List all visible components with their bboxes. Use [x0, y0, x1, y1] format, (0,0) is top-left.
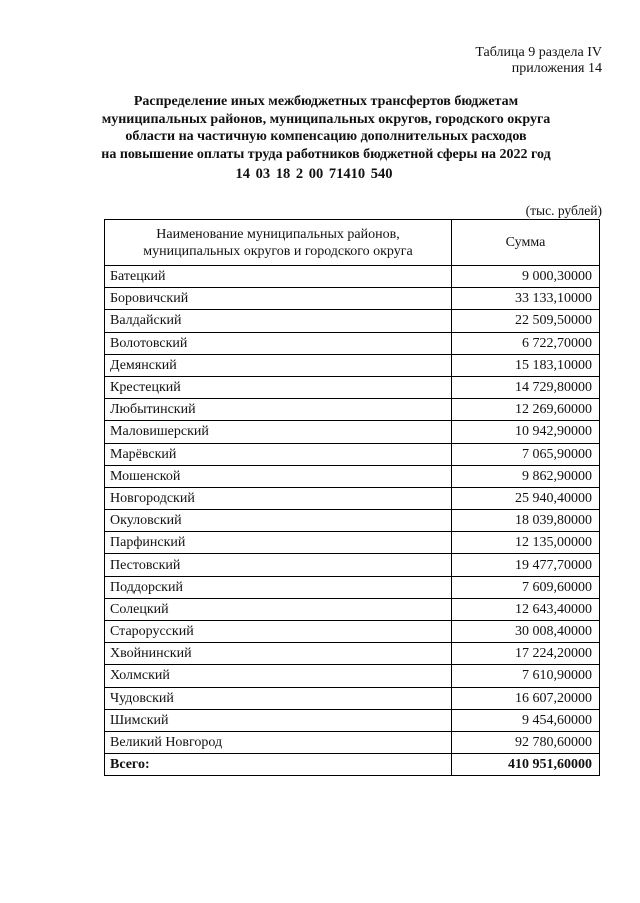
- table-row: [105, 266, 600, 288]
- district-amount: 12 643,40000: [452, 598, 600, 620]
- district-name: Боровичский: [105, 288, 452, 310]
- transfers-table: [104, 219, 600, 776]
- district-name: Марёвский: [105, 443, 452, 465]
- table-row: [105, 621, 600, 643]
- table-row: [105, 598, 600, 620]
- title-line-1: Распределение иных межбюджетных трансфертов бюджетам: [133, 94, 519, 109]
- district-amount: 10 942,90000: [452, 421, 600, 443]
- header-sum-cell: Сумма: [452, 220, 600, 266]
- budget-classification-code: 14 03 18 2 00 71410 540: [235, 166, 393, 182]
- district-name: Демянский: [105, 354, 452, 376]
- district-amount: 6 722,70000: [452, 332, 600, 354]
- total-row: [105, 754, 600, 776]
- district-amount: 16 607,20000: [452, 687, 600, 709]
- title-line-2: муниципальных районов, муниципальных округов, городского округа: [101, 111, 551, 127]
- table-row: [105, 421, 600, 443]
- table-row: [105, 443, 600, 465]
- table-row: [105, 532, 600, 554]
- district-name: Шимский: [105, 709, 452, 731]
- district-name: Маловишерский: [105, 421, 452, 443]
- district-amount: 12 269,60000: [452, 399, 600, 421]
- district-name: Солецкий: [105, 598, 452, 620]
- table-row: [105, 465, 600, 487]
- district-name: Пестовский: [105, 554, 452, 576]
- district-name: Батецкий: [105, 266, 452, 288]
- district-name: Холмский: [105, 665, 452, 687]
- district-amount: 9 000,30000: [452, 266, 600, 288]
- table-row: [105, 376, 600, 398]
- district-name: Великий Новгород: [105, 731, 452, 753]
- units-label: (тыс. рублей): [525, 203, 602, 218]
- district-amount: 18 039,80000: [452, 510, 600, 532]
- district-amount: 15 183,10000: [452, 354, 600, 376]
- district-name: Крестецкий: [105, 376, 452, 398]
- district-name: Старорусский: [105, 621, 452, 643]
- table-row: [105, 487, 600, 509]
- district-amount: 12 135,00000: [452, 532, 600, 554]
- title-line-3: области на частичную компенсацию дополнительных расходов: [125, 129, 527, 144]
- district-amount: 19 477,70000: [452, 554, 600, 576]
- total-label: Всего:: [105, 754, 452, 776]
- district-amount: 25 940,40000: [452, 487, 600, 509]
- district-name: Любытинский: [105, 399, 452, 421]
- table-row: [105, 399, 600, 421]
- district-name: Парфинский: [105, 532, 452, 554]
- district-amount: 14 729,80000: [452, 376, 600, 398]
- district-name: Мошенской: [105, 465, 452, 487]
- table-body: [105, 266, 600, 754]
- district-name: Волотовский: [105, 332, 452, 354]
- header-name-line-1: Наименование муниципальных районов,: [156, 226, 400, 242]
- table-reference: [475, 45, 602, 77]
- table-row: [105, 288, 600, 310]
- district-amount: 92 780,60000: [452, 731, 600, 753]
- table-row: [105, 510, 600, 532]
- district-name: Хвойнинский: [105, 643, 452, 665]
- district-amount: 7 610,90000: [452, 665, 600, 687]
- district-amount: 7 609,60000: [452, 576, 600, 598]
- district-amount: 9 862,90000: [452, 465, 600, 487]
- table-row: [105, 687, 600, 709]
- district-amount: 22 509,50000: [452, 310, 600, 332]
- table-row: [105, 554, 600, 576]
- district-amount: 30 008,40000: [452, 621, 600, 643]
- table-row: [105, 643, 600, 665]
- district-name: Валдайский: [105, 310, 452, 332]
- district-amount: 9 454,60000: [452, 709, 600, 731]
- header-name-line-2: муниципальных округов и городского округа: [143, 243, 413, 259]
- district-name: Новгородский: [105, 487, 452, 509]
- district-name: Поддорский: [105, 576, 452, 598]
- reference-line-1: Таблица 9 раздела IV: [475, 45, 602, 60]
- table-row: [105, 731, 600, 753]
- table-row: [105, 332, 600, 354]
- table-row: [105, 576, 600, 598]
- table-row: [105, 709, 600, 731]
- district-amount: 17 224,20000: [452, 643, 600, 665]
- total-value: 410 951,60000: [452, 754, 600, 776]
- reference-line-2: приложения 14: [511, 61, 602, 76]
- table-row: [105, 310, 600, 332]
- table-header-row: [105, 220, 600, 266]
- district-amount: 7 065,90000: [452, 443, 600, 465]
- district-amount: 33 133,10000: [452, 288, 600, 310]
- header-name-cell: [105, 220, 452, 266]
- district-name: Чудовский: [105, 687, 452, 709]
- district-name: Окуловский: [105, 510, 452, 532]
- title-line-4: на повышение оплаты труда работников бюджетной сферы на 2022 год: [101, 146, 551, 162]
- table-row: [105, 665, 600, 687]
- document-title: [60, 93, 592, 163]
- table-row: [105, 354, 600, 376]
